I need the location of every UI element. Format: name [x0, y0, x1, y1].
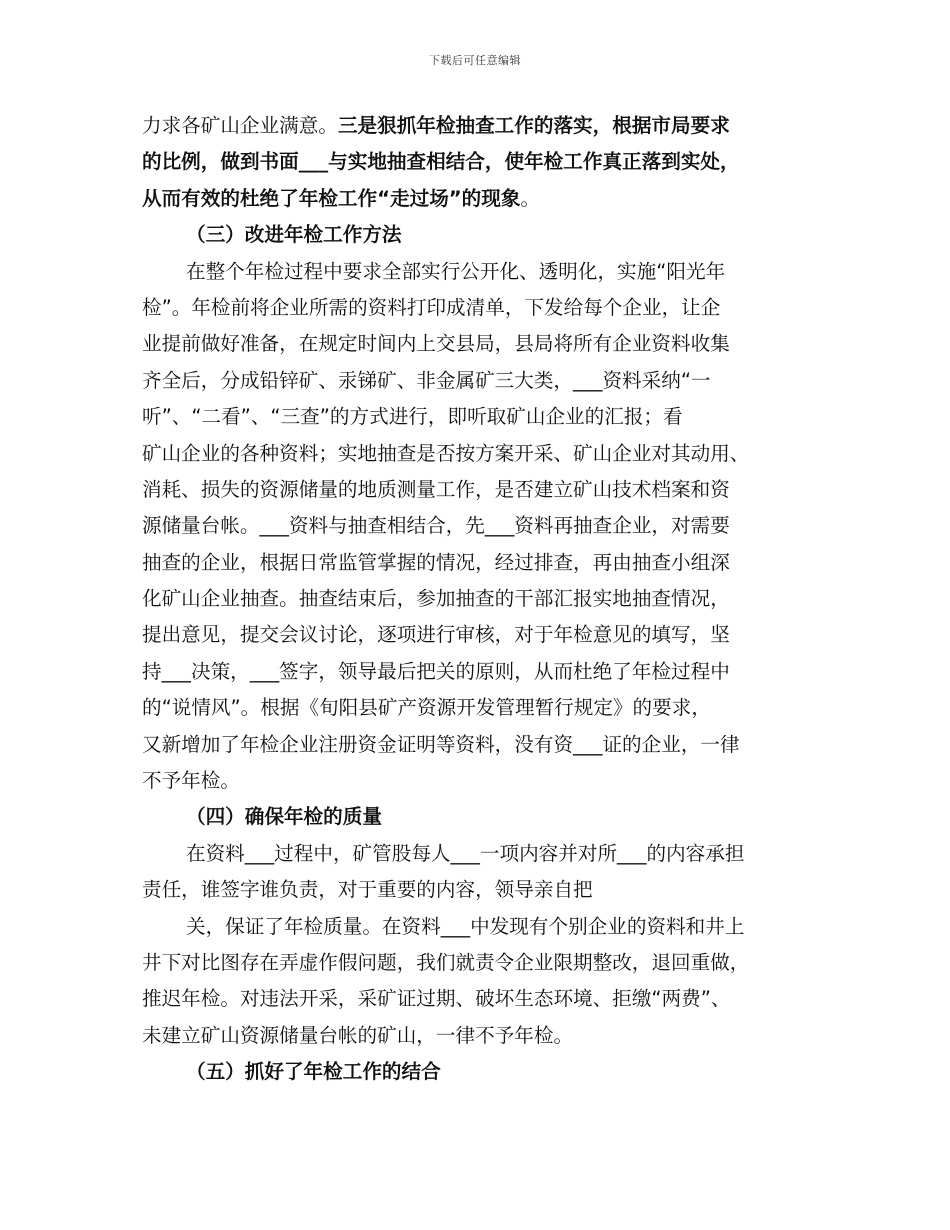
body-line: 化矿山企业抽查。抽查结束后，参加抽查的干部汇报实地抽查情况， — [142, 587, 730, 611]
body-line: 齐全后，分成铅锌矿、汞锑矿、非金属矿三大类，___资料采纳“一 — [142, 368, 711, 392]
section-heading: （五）抓好了年检工作的结合 — [186, 1060, 441, 1084]
body-line: 井下对比图存在弄虚作假问题，我们就责令企业限期整改，退回重做， — [142, 950, 750, 974]
body-line: 责任，谁签字谁负责，对于重要的内容，领导亲自把 — [142, 878, 593, 902]
body-line — [142, 108, 810, 144]
body-line: 的“说情风”。根据《旬阳县矿产资源开发管理暂行规定》的要求， — [142, 696, 711, 720]
body-line: 在资料___过程中，矿管股每人___一项内容并对所___的内容承担 — [186, 841, 745, 865]
body-line — [142, 181, 810, 217]
section-heading: （三）改进年检工作方法 — [186, 223, 402, 247]
section-heading: （四）确保年检的质量 — [186, 805, 382, 829]
bold-text: 三是狠抓年检抽查工作的落实，根据市局要求 — [337, 114, 730, 137]
header-note: 下载后可任意编辑 — [429, 54, 521, 67]
body-line: 不予年检。 — [142, 769, 240, 793]
body-line: 又新增加了年检企业注册资金证明等资料，没有资___证的企业，一律 — [142, 732, 740, 756]
body-line: 提出意见，提交会议讨论，逐项进行审核，对于年检意见的填写，坚 — [142, 623, 730, 647]
body-line: 矿山企业的各种资料；实地抽查是否按方案开采、矿山企业对其动用、 — [142, 441, 750, 465]
bold-text: 的比例，做到书面___与实地抽查相结合，使年检工作真正落到实处， — [142, 150, 740, 174]
body-line: 听”、“二看”、“三查”的方式进行，即听取矿山企业的汇报；看 — [142, 405, 683, 429]
body-line: 在整个年检过程中要求全部实行公开化、透明化，实施“阳光年 — [186, 259, 726, 283]
body-line: 关，保证了年检质量。在资料___中发现有个别企业的资料和井上 — [186, 914, 745, 938]
body-line: 抽查的企业，根据日常监管掌握的情况，经过排查，再由抽查小组深 — [142, 550, 730, 574]
body-line: 检”。年检前将企业所需的资料打印成清单，下发给每个企业，让企 — [142, 295, 721, 319]
body-line — [142, 144, 810, 180]
body-line: 消耗、损失的资源储量的地质测量工作，是否建立矿山技术档案和资 — [142, 477, 730, 501]
normal-text: 。 — [520, 186, 541, 210]
body-line: 推迟年检。对违法开采，采矿证过期、破坏生态环境、拒缴“两费”、 — [142, 987, 731, 1011]
normal-text: 力求各矿山企业满意。 — [142, 114, 338, 137]
body-line: 未建立矿山资源储量台帐的矿山，一律不予年检。 — [142, 1023, 574, 1047]
body-line: 持___决策，___签字，领导最后把关的原则，从而杜绝了年检过程中 — [142, 659, 730, 683]
bold-text: 从而有效的杜绝了年检工作“走过场”的现象 — [142, 186, 521, 210]
body-line: 业提前做好准备，在规定时间内上交县局，县局将所有企业资料收集 — [142, 332, 730, 356]
body-line: 源储量台帐。___资料与抽查相结合，先___资料再抽查企业，对需要 — [142, 514, 730, 538]
document-body — [142, 108, 810, 1091]
